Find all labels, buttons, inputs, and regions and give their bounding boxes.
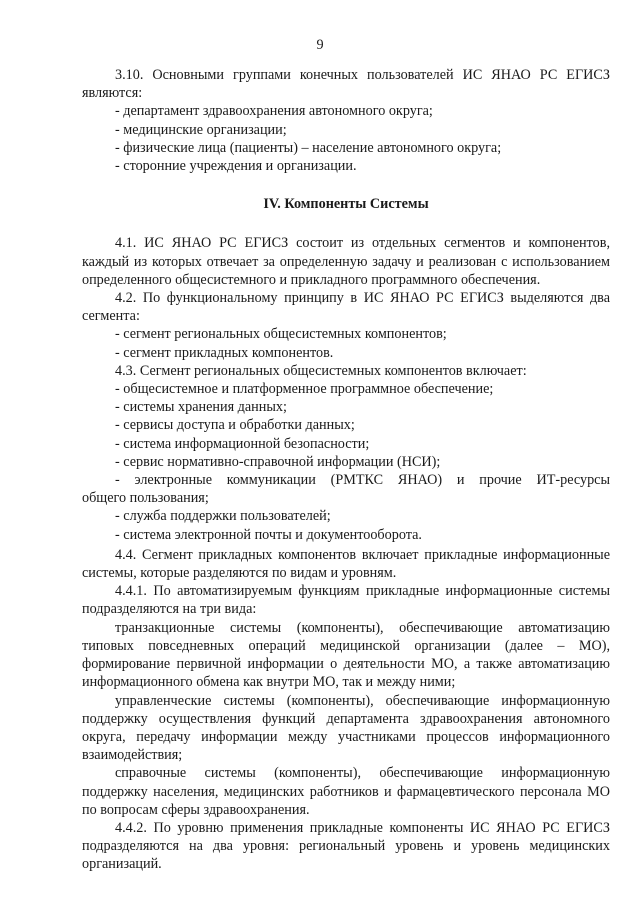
paragraph-4-2: 4.2. По функциональному принципу в ИС ЯНАО РС ЕГИСЗ выделяются два сегмента: <box>82 290 610 325</box>
list-item: - система информационной безопасности; <box>115 435 370 452</box>
paragraph-management-systems: управленческие системы (компоненты), обеспечивающие информационную поддержку осуществления функций департамента здравоохранения автономного округа, передачу информации между участниками процессов информационного взаимодействия; <box>82 692 610 764</box>
paragraph-3-10: 3.10. Основными группами конечных пользователей ИС ЯНАО РС ЕГИСЗ являются: <box>82 67 610 102</box>
list-item: - сегмент прикладных компонентов. <box>115 344 334 361</box>
page-content <box>82 66 610 874</box>
list-item: - служба поддержки пользователей; <box>115 508 331 525</box>
list-item: - сегмент региональных общесистемных компонентов; <box>115 326 447 343</box>
paragraph-transaction-systems: транзакционные системы (компоненты), обеспечивающие автоматизацию типовых повседневных операций медицинской организации (далее – МО), формирование первичной информации о деятельности МО, а также автоматизацию информационного обмена как внутри МО, так и между ними; <box>82 619 610 691</box>
paragraph-reference-systems: справочные системы (компоненты), обеспечивающие информационную поддержку населения, медицинских работников и фармацевтического персонала МО по вопросам сферы здравоохранения. <box>82 765 610 818</box>
list-item: - электронные коммуникации (РМТКС ЯНАО) и прочие ИТ-ресурсы <box>115 472 610 489</box>
page-number: 9 <box>316 37 324 53</box>
list-item: - департамент здравоохранения автономного округа; <box>115 103 433 120</box>
paragraph-4-1: 4.1. ИС ЯНАО РС ЕГИСЗ состоит из отдельных сегментов и компонентов, каждый из которых отвечает за определенную задачу и реализован с использованием определенного общесистемного и прикладного программного обеспечения. <box>82 235 610 288</box>
list-item-continuation: общего пользования; <box>82 490 209 507</box>
paragraph-4-4-2: 4.4.2. По уровню применения прикладные компоненты ИС ЯНАО РС ЕГИСЗ подразделяются на два уровня: региональный уровень и уровень медицинских организаций. <box>82 819 610 873</box>
list-item: - сторонние учреждения и организации. <box>115 158 357 175</box>
list-item: - медицинские организации; <box>115 121 287 138</box>
list-item: - сервис нормативно-справочной информации (НСИ); <box>115 453 441 470</box>
list-item: - общесистемное и платформенное программное обеспечение; <box>115 381 494 398</box>
paragraph-4-3: 4.3. Сегмент региональных общесистемных компонентов включает: <box>115 362 527 379</box>
section-heading: IV. Компоненты Системы <box>263 196 429 213</box>
list-item: - физические лица (пациенты) – население автономного округа; <box>115 139 502 156</box>
list-item: - сервисы доступа и обработки данных; <box>115 417 355 434</box>
list-item: - системы хранения данных; <box>115 399 287 416</box>
list-item: - система электронной почты и документооборота. <box>115 526 422 543</box>
paragraph-4-4: 4.4. Сегмент прикладных компонентов включает прикладные информационные системы, которые разделяются по видам и уровням. <box>82 546 610 582</box>
paragraph-4-4-1: 4.4.1. По автоматизируемым функциям прикладные информационные системы подразделяются на три вида: <box>82 583 610 618</box>
